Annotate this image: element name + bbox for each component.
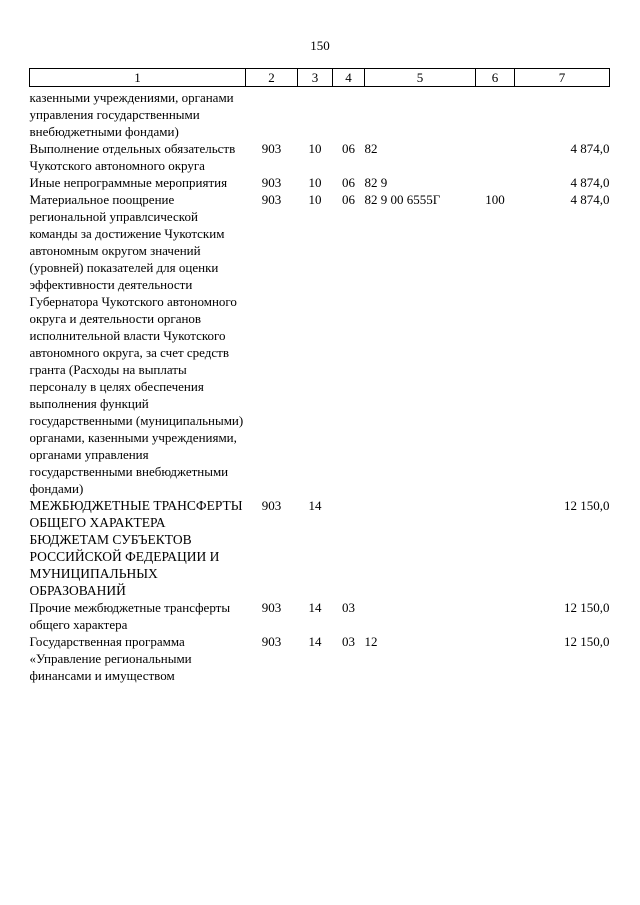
row-name: Прочие межбюджетные трансферты общего характера (29, 600, 231, 632)
row-section: 10 (308, 175, 322, 190)
row-subsection: 06 (342, 192, 355, 207)
page-number: 150 (310, 38, 330, 53)
row-section (298, 87, 333, 141)
row-expense-type (476, 633, 515, 684)
budget-table (29, 68, 610, 684)
row-section: 14 (308, 634, 322, 649)
row-amount: 12 150,0 (564, 498, 610, 513)
table-row (30, 497, 610, 599)
row-amount: 12 150,0 (564, 634, 610, 649)
table-row (30, 140, 610, 174)
row-subsection (333, 497, 365, 599)
row-target-item (365, 497, 476, 599)
row-subsection (333, 87, 365, 141)
row-name: казенными учреждениями, органами управления государственными внебюджетными фондами) (29, 90, 234, 139)
row-name: Выполнение отдельных обязательств Чукотского автономного округа (29, 141, 236, 173)
row-name: Материальное поощрение региональной управлсической команды за достижение Чукотским автономным округом значений (уровней) показателей для оценки эффективности деятельности Губернатора Чукотского автономного округа и деятельности органов исполнительной власти Чукотского автономного округа, за счет средств гранта (Расходы на выплаты персоналу в целях обеспечения выполнения функций государственными (муниципальными) органами, казенными учреждениями, органами управления государственными внебюджетными фондами) (29, 192, 244, 496)
row-grbs: 903 (261, 600, 282, 615)
row-amount: 4 874,0 (570, 192, 610, 207)
row-grbs: 903 (261, 141, 282, 156)
table-row (30, 174, 610, 191)
column-header-5: 5 (365, 69, 476, 87)
row-grbs: 903 (261, 498, 282, 513)
row-subsection: 03 (342, 600, 355, 615)
row-name: МЕЖБЮДЖЕТНЫЕ ТРАНСФЕРТЫ ОБЩЕГО ХАРАКТЕРА БЮДЖЕТАМ СУБЪЕКТОВ РОССИЙСКОЙ ФЕДЕРАЦИИ И МУНИЦИПАЛЬНЫХ ОБРАЗОВАНИЙ (29, 498, 243, 598)
row-expense-type (476, 87, 515, 141)
row-grbs (246, 87, 298, 141)
column-header-4: 4 (333, 69, 365, 87)
row-target-item (365, 599, 476, 633)
table-row (30, 633, 610, 684)
row-expense-type (476, 497, 515, 599)
row-name: Иные непрограммные мероприятия (29, 175, 228, 190)
row-section: 10 (308, 141, 322, 156)
row-section: 14 (308, 498, 322, 513)
column-header-1: 1 (30, 69, 246, 87)
row-subsection: 06 (342, 141, 355, 156)
row-amount (515, 87, 610, 141)
row-expense-type (476, 140, 515, 174)
row-target-item: 82 (364, 141, 378, 156)
column-header-2: 2 (246, 69, 298, 87)
row-subsection: 03 (342, 634, 355, 649)
row-target-item: 12 (364, 634, 378, 649)
row-section: 10 (308, 192, 322, 207)
row-subsection: 06 (342, 175, 355, 190)
row-grbs: 903 (261, 175, 282, 190)
row-expense-type: 100 (485, 192, 505, 207)
row-grbs: 903 (261, 634, 282, 649)
row-target-item (365, 87, 476, 141)
column-header-7: 7 (515, 69, 610, 87)
row-expense-type (476, 174, 515, 191)
row-expense-type (476, 599, 515, 633)
table-row (30, 599, 610, 633)
row-target-item: 82 9 (364, 175, 388, 190)
row-amount: 4 874,0 (570, 141, 610, 156)
row-target-item: 82 9 00 6555Г (364, 192, 441, 207)
row-section: 14 (308, 600, 322, 615)
column-header-3: 3 (298, 69, 333, 87)
row-grbs: 903 (261, 192, 282, 207)
row-amount: 4 874,0 (570, 175, 610, 190)
row-amount: 12 150,0 (564, 600, 610, 615)
column-header-6: 6 (476, 69, 515, 87)
table-row (30, 191, 610, 497)
column-number-header (30, 69, 610, 87)
row-name: Государственная программа «Управление региональными финансами и имуществом (29, 634, 192, 683)
table-row (30, 87, 610, 141)
